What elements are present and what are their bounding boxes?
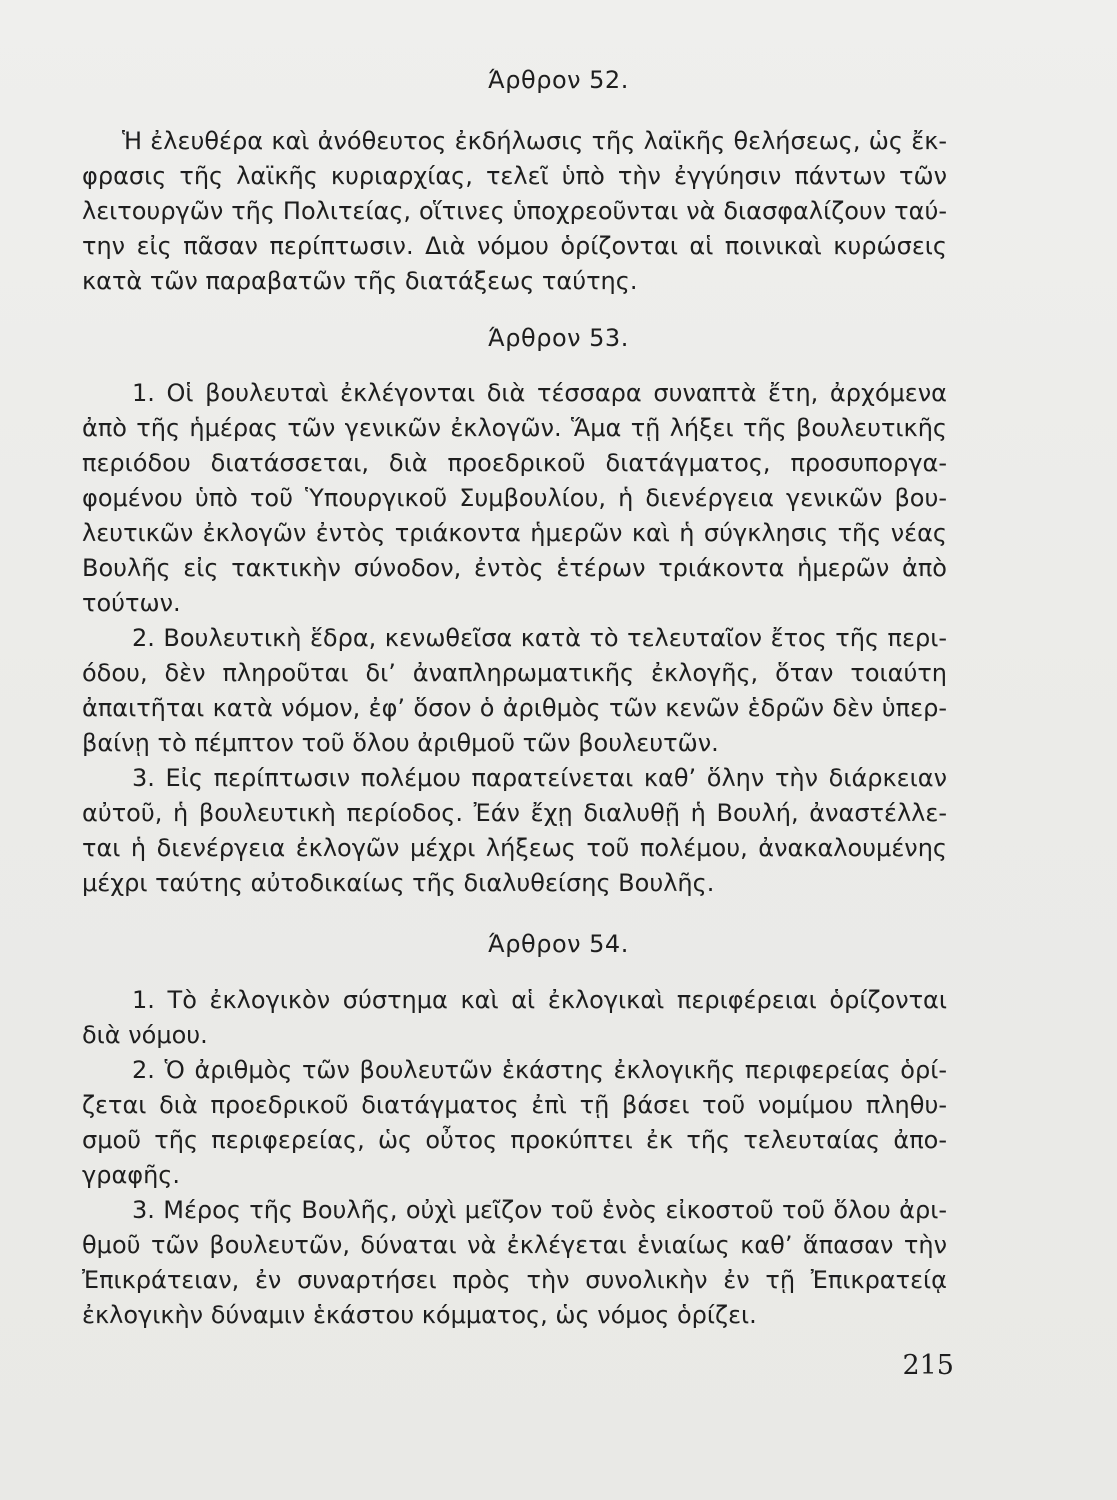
article-53-heading: Άρθρον 53. [488, 324, 629, 352]
article-54-heading: Άρθρον 54. [488, 930, 629, 958]
article-53-line-4: φομένου ὑπὸ τοῦ Ὑπουργικοῦ Συμβουλίου, ἡ διενέργεια γενικῶν βου- [82, 484, 947, 512]
article-53-line-2: ἀπὸ τῆς ἡμέρας τῶν γενικῶν ἐκλογῶν. Ἅμα τῇ λήξει τῆς βουλευτικῆς [82, 414, 947, 442]
article-54-line-3: 2. Ὁ ἀριθμὸς τῶν βουλευτῶν ἑκάστης ἐκλογικῆς περιφερείας ὁρί- [132, 1056, 947, 1084]
article-52-line-2: φρασις τῆς λαϊκῆς κυριαρχίας, τελεῖ ὑπὸ τὴν ἐγγύησιν πάντων τῶν [82, 162, 947, 190]
article-53-line-9: όδου, δὲν πληροῦται δι’ ἀναπληρωματικῆς ἐκλογῆς, ὅταν τοιαύτη [82, 659, 947, 687]
article-53-line-14: ται ἡ διενέργεια ἐκλογῶν μέχρι λήξεως τοῦ πολέμου, ἀνακαλουμένης [82, 834, 947, 862]
article-53-line-3: περιόδου διατάσσεται, διὰ προεδρικοῦ διατάγματος, προσυποργα- [82, 449, 947, 477]
article-54-line-9: Ἐπικράτειαν, ἐν συναρτήσει πρὸς τὴν συνολικὴν ἐν τῇ Ἐπικρατείᾳ [82, 1266, 947, 1294]
article-54-line-1: 1. Τὸ ἐκλογικὸν σύστημα καὶ αἱ ἐκλογικαὶ περιφέρειαι ὁρίζονται [132, 986, 947, 1014]
article-54-line-7: 3. Μέρος τῆς Βουλῆς, οὐχὶ μεῖζον τοῦ ἑνὸς εἰκοστοῦ τοῦ ὅλου ἀρι- [132, 1196, 947, 1224]
article-54-line-2: διὰ νόμου. [82, 1021, 208, 1049]
article-53-line-12: 3. Εἰς περίπτωσιν πολέμου παρατείνεται καθ’ ὅλην τὴν διάρκειαν [132, 764, 947, 792]
article-53-line-15: μέχρι ταύτης αὐτοδικαίως τῆς διαλυθείσης Βουλῆς. [82, 869, 715, 897]
article-52-line-5: κατὰ τῶν παραβατῶν τῆς διατάξεως ταύτης. [82, 267, 638, 295]
article-54-line-8: θμοῦ τῶν βουλευτῶν, δύναται νὰ ἐκλέγεται ἑνιαίως καθ’ ἅπασαν τὴν [82, 1231, 947, 1259]
article-54-line-4: ζεται διὰ προεδρικοῦ διατάγματος ἐπὶ τῇ βάσει τοῦ νομίμου πληθυ- [82, 1091, 947, 1119]
article-53-line-5: λευτικῶν ἐκλογῶν ἐντὸς τριάκοντα ἡμερῶν καὶ ἡ σύγκλησις τῆς νέας [82, 519, 947, 547]
article-53-line-10: ἀπαιτῆται κατὰ νόμον, ἐφ’ ὅσον ὁ ἀριθμὸς τῶν κενῶν ἑδρῶν δὲν ὑπερ- [82, 694, 947, 722]
article-52-heading: Άρθρον 52. [488, 66, 629, 94]
article-54-line-6: γραφῆς. [82, 1161, 181, 1189]
article-54-line-5: σμοῦ τῆς περιφερείας, ὡς οὖτος προκύπτει ἐκ τῆς τελευταίας ἀπο- [82, 1126, 947, 1154]
article-52-line-1: Ἡ ἐλευθέρα καὶ ἀνόθευτος ἐκδήλωσις τῆς λαϊκῆς θελήσεως, ὡς ἔκ- [122, 127, 947, 155]
article-52-line-4: την εἰς πᾶσαν περίπτωσιν. Διὰ νόμου ὁρίζονται αἱ ποινικαὶ κυρώσεις [82, 232, 947, 260]
article-53-line-7: τούτων. [82, 589, 181, 617]
page-number: 215 [902, 1350, 954, 1381]
article-53-line-8: 2. Βουλευτικὴ ἕδρα, κενωθεῖσα κατὰ τὸ τελευταῖον ἔτος τῆς περι- [132, 624, 947, 652]
article-53-line-1: 1. Οἱ βουλευταὶ ἐκλέγονται διὰ τέσσαρα συναπτὰ ἔτη, ἀρχόμενα [132, 379, 947, 407]
article-53-line-11: βαίνῃ τὸ πέμπτον τοῦ ὅλου ἀριθμοῦ τῶν βουλευτῶν. [82, 729, 719, 757]
article-52-line-3: λειτουργῶν τῆς Πολιτείας, οἵτινες ὑποχρεοῦνται νὰ διασφαλίζουν ταύ- [82, 197, 947, 225]
article-53-line-6: Βουλῆς εἰς τακτικὴν σύνοδον, ἐντὸς ἑτέρων τριάκοντα ἡμερῶν ἀπὸ [82, 554, 947, 582]
article-54-line-10: ἐκλογικὴν δύναμιν ἑκάστου κόμματος, ὡς νόμος ὁρίζει. [82, 1301, 757, 1329]
article-53-line-13: αὐτοῦ, ἡ βουλευτικὴ περίοδος. Ἐάν ἔχῃ διαλυθῇ ἡ Βουλή, ἀναστέλλε- [82, 799, 947, 827]
